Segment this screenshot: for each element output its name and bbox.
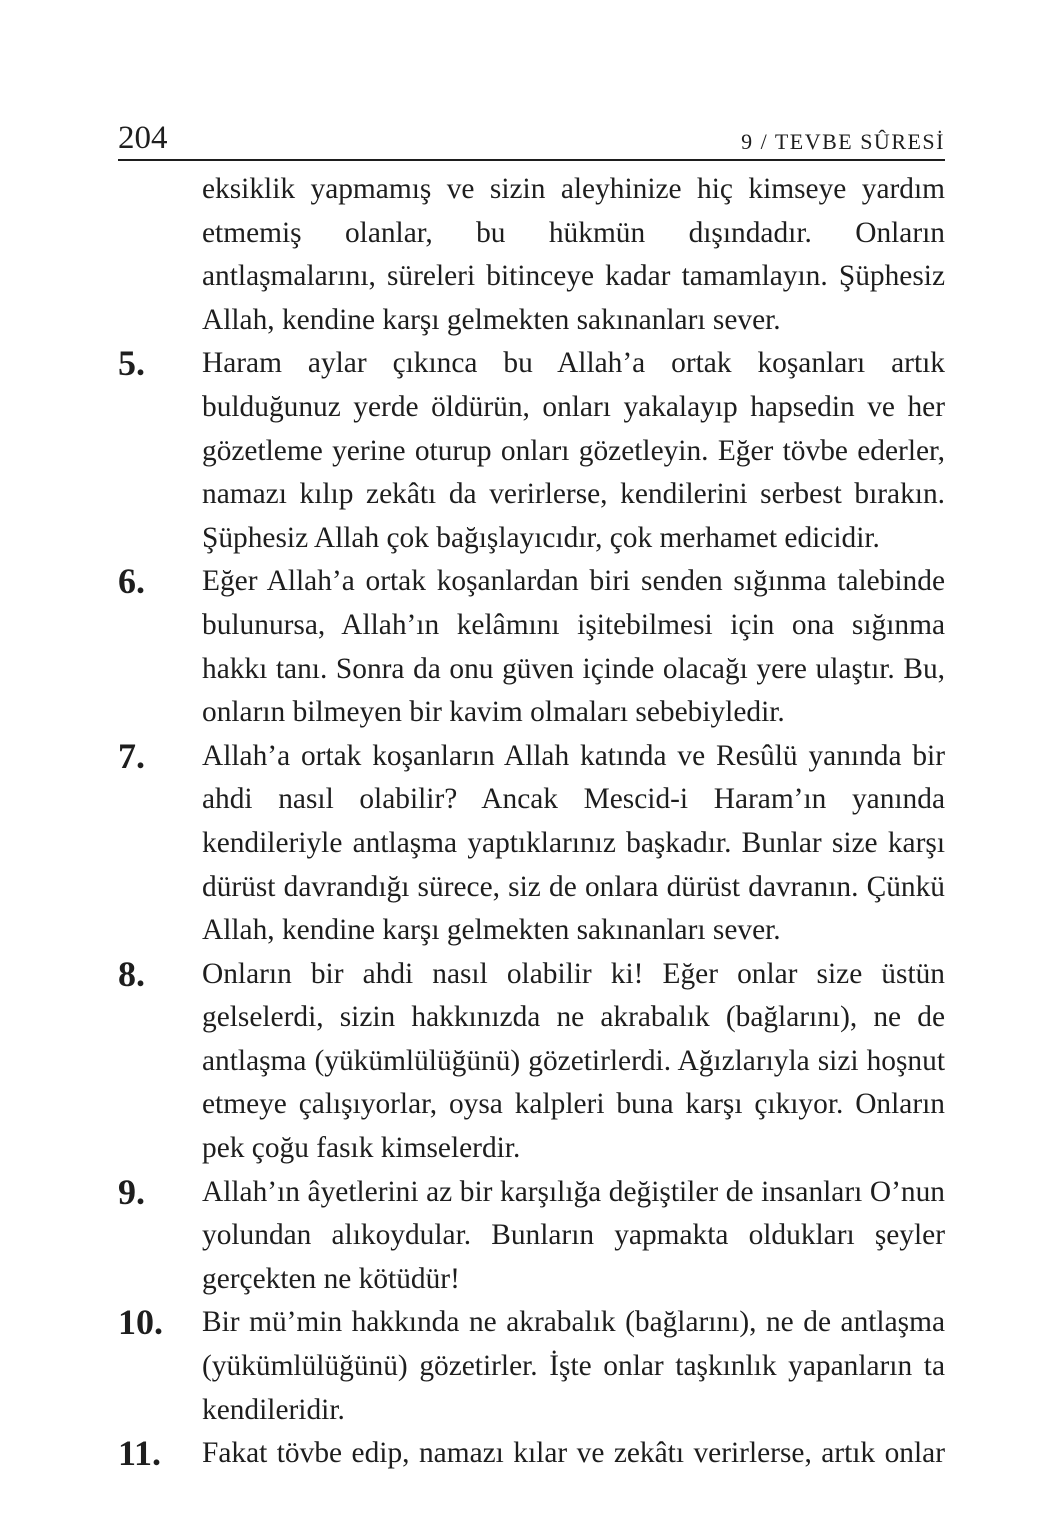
verse-9 xyxy=(118,1171,945,1302)
page-number: 204 xyxy=(118,120,168,156)
verse-text: Onların bir ahdi nasıl olabilir ki! Eğer onlar size üstün gelselerdi, sizin hakkınızda ne akrabalık (bağlarını), ne de antlaşma (yükümlülüğünü) gözetirlerdi. Ağızlarıyla sizi hoşnut etmeye çalışıyorlar, oysa kalpleri buna karşı çıkıyor. Onların pek çoğu fasık kimselerdir. xyxy=(202,957,945,1165)
verse-11 xyxy=(118,1432,945,1476)
verse-text: Haram aylar çıkınca bu Allah’a ortak koşanları artık bulduğunuz yerde öldürün, onları yakalayıp hapsedin ve her gözetleme yerine oturup onları gözetleyin. Eğer tövbe ederler, namazı kılıp zekâtı da verirlerse, kendilerini serbest bırakın. Şüphesiz Allah çok bağışlayıcıdır, çok merhamet edicidir. xyxy=(202,347,945,554)
verse-7 xyxy=(118,735,945,953)
verse-5 xyxy=(118,342,945,560)
verse-number: 7. xyxy=(118,735,145,776)
verse-text: Bir mü’min hakkında ne akrabalık (bağlarını), ne de antlaşma (yükümlülüğünü) gözetirler. İşte onlar taşkınlık yapanların ta kendileridir. xyxy=(202,1306,945,1426)
verse-text: Eğer Allah’a ortak koşanlardan biri senden sığınma talebinde bulunursa, Allah’ın kelâmını işitebilmesi için ona sığınma hakkı tanı. Sonra da onu güven içinde olacağı yere ulaştır. Bu, onların bilmeyen bir kavim olmaları sebebiyledir. xyxy=(202,565,945,729)
verse-6 xyxy=(118,560,945,734)
verse-number: 8. xyxy=(118,953,145,994)
verse-8 xyxy=(118,953,945,1171)
verse-continuation xyxy=(118,168,945,342)
verse-number: 9. xyxy=(118,1171,145,1212)
verse-number: 11. xyxy=(118,1433,162,1474)
verse-number: 6. xyxy=(118,561,145,602)
running-title: 9 / TEVBE SÛRESİ xyxy=(741,129,945,154)
verse-10 xyxy=(118,1301,945,1432)
verse-text: eksiklik yapmamış ve sizin aleyhinize hiç kimseye yardım etmemiş olanlar, bu hükmün dışındadır. Onların antlaşmalarını, süreleri bitinceye kadar tamamlayın. Şüphesiz Allah, kendine karşı gelmekten sakınanları sever. xyxy=(202,173,945,336)
page-header xyxy=(118,113,945,161)
verse-number: 5. xyxy=(118,343,145,384)
verse-number: 10. xyxy=(118,1302,163,1343)
verse-text: Fakat tövbe edip, namazı kılar ve zekâtı verirlerse, artık onlar xyxy=(202,1437,945,1470)
page-content xyxy=(118,168,945,1476)
verse-text: Allah’ın âyetlerini az bir karşılığa değiştiler de insanları O’nun yolundan alıkoydular. Bunların yapmakta oldukları şeyler gerçekten ne kötüdür! xyxy=(202,1175,945,1295)
verse-text: Allah’a ortak koşanların Allah katında ve Resûlü yanında bir ahdi nasıl olabilir? Ancak Mescid-i Haram’ın yanında kendileriyle antlaşma yaptıklarınız başkadır. Bunlar size karşı dürüst davrandığı sürece, siz de onlara dürüst davranın. Çünkü Allah, kendine karşı gelmekten sakınanları sever. xyxy=(202,739,945,947)
